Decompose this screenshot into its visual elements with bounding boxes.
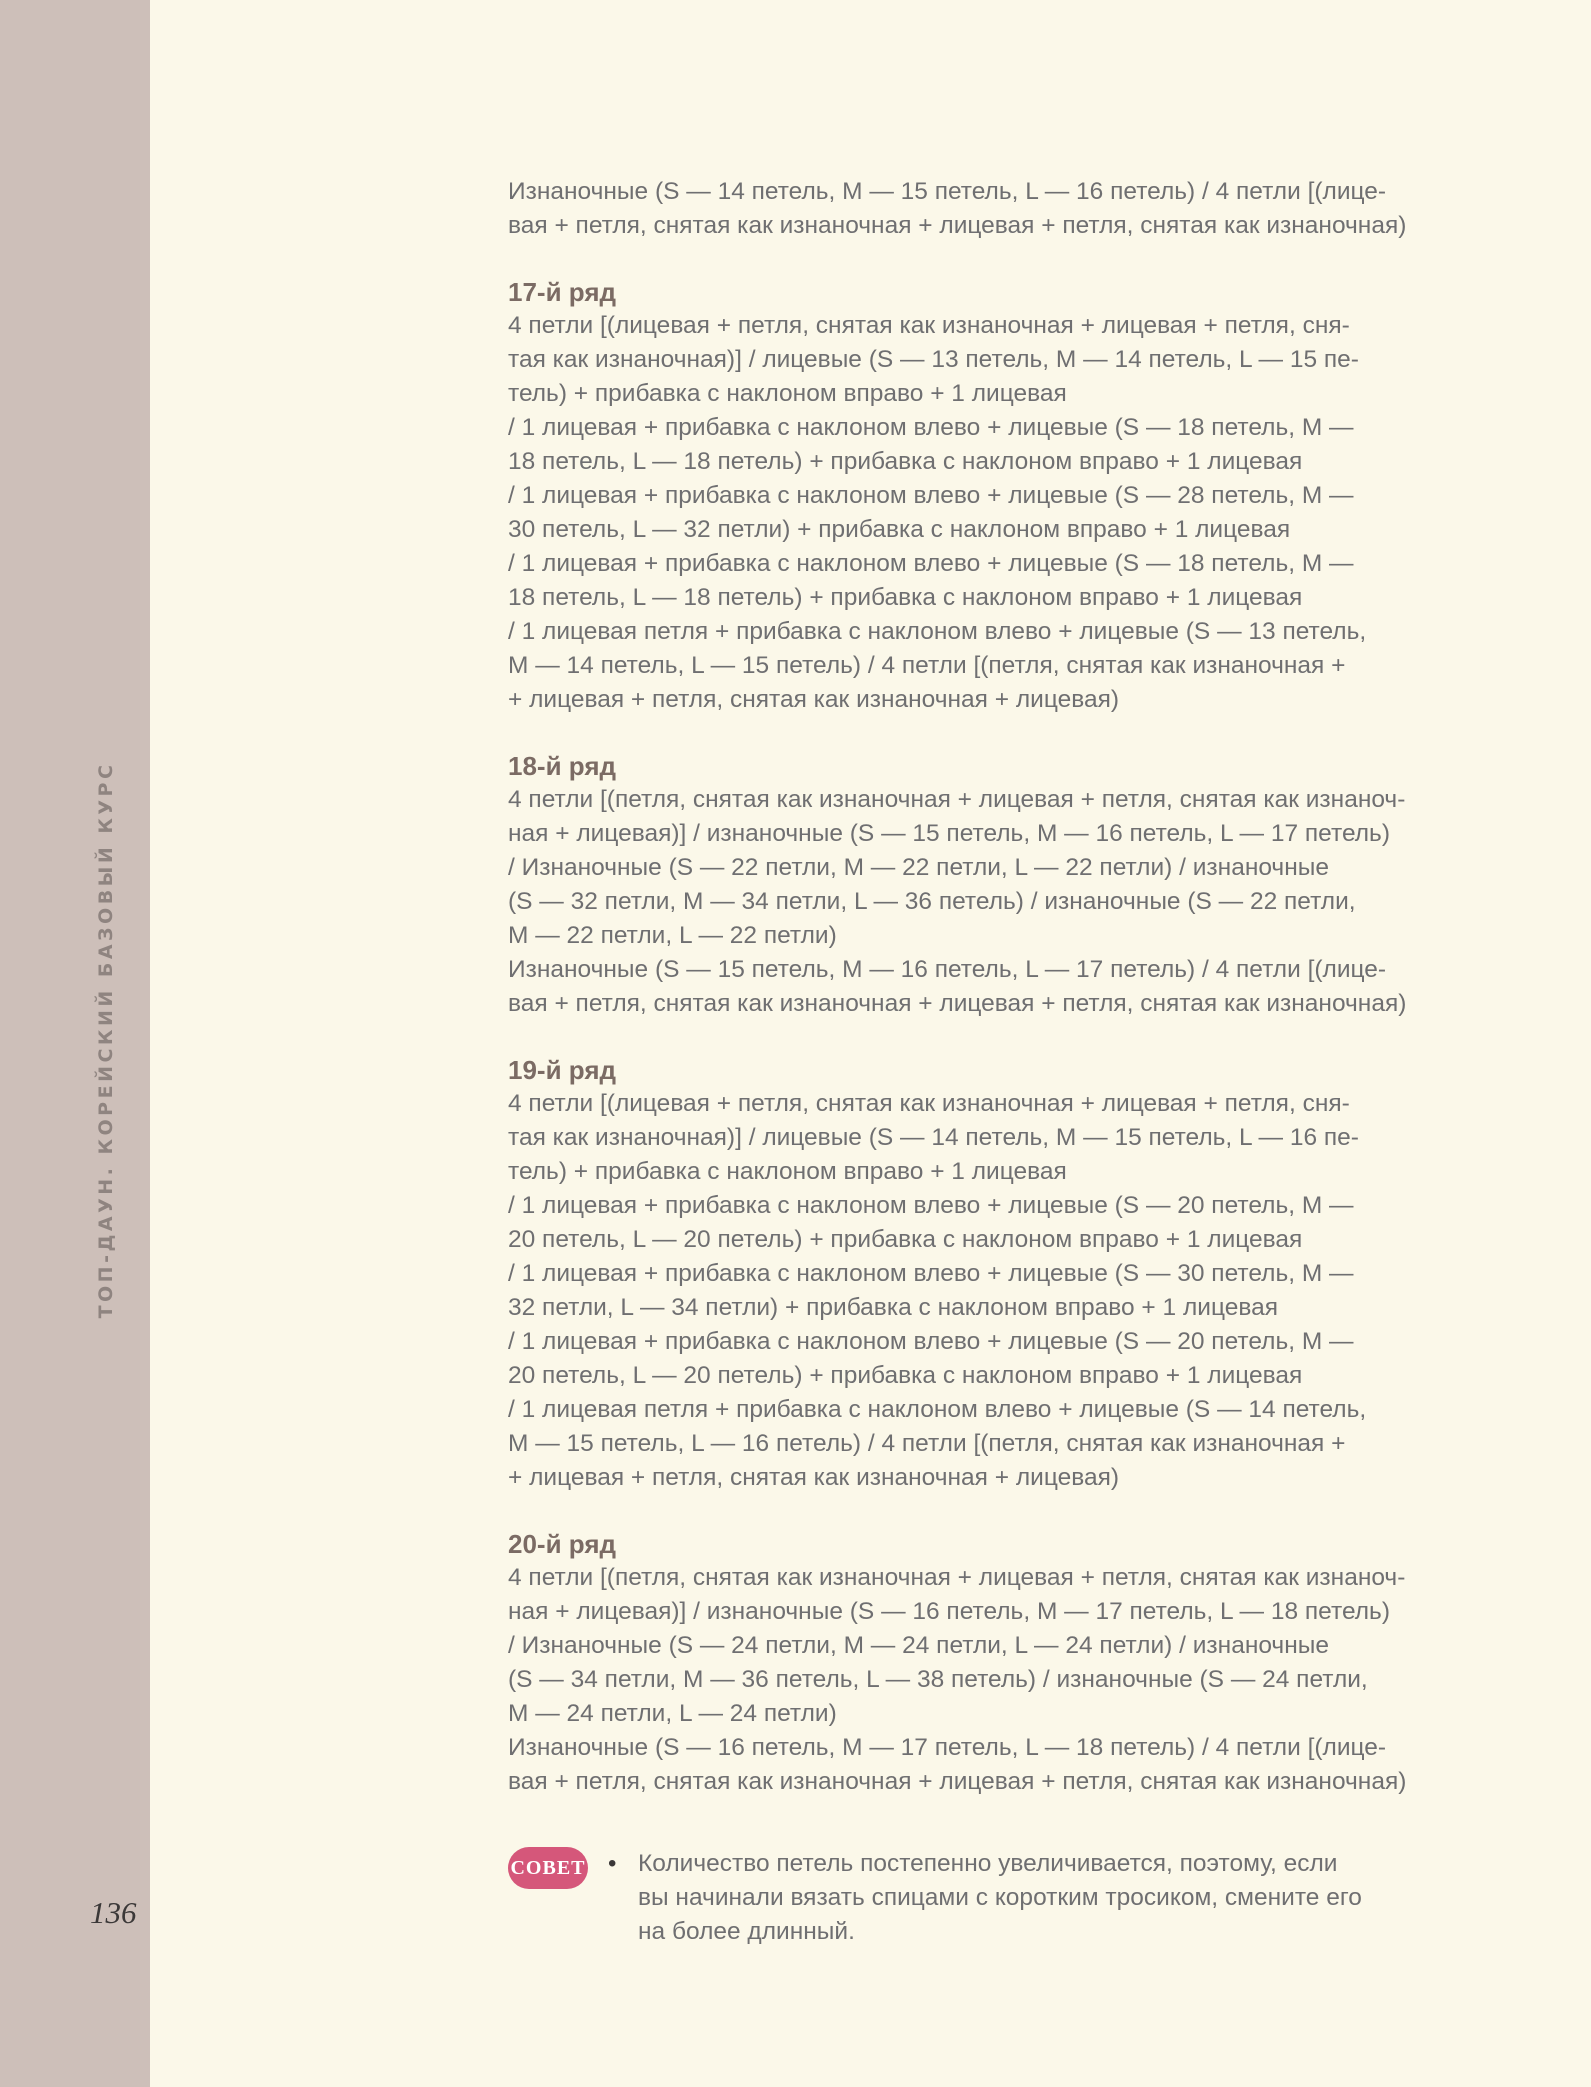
text-line: 20 петель, L — 20 петель) + прибавка с наклоном вправо + 1 лицевая xyxy=(508,1226,1303,1253)
tip-box xyxy=(508,1847,1408,1957)
text-line: Изнаночные (S — 16 петель, M — 17 петель, L — 18 петель) / 4 петли [(лице- xyxy=(508,1734,1387,1761)
main-content xyxy=(508,175,1408,1799)
text-line: 4 петли [(петля, снятая как изнаночная + лицевая + петля, снятая как изнаноч- xyxy=(508,1564,1406,1591)
text-line: 4 петли [(лицевая + петля, снятая как изнаночная + лицевая + петля, сня- xyxy=(508,312,1350,339)
text-line: вая + петля, снятая как изнаночная + лицевая + петля, снятая как изнаночная) xyxy=(508,990,1407,1017)
tip-text xyxy=(638,1847,1418,1949)
text-line: / 1 лицевая + прибавка с наклоном влево + лицевые (S — 18 петель, M — xyxy=(508,414,1354,441)
text-line: + лицевая + петля, снятая как изнаночная + лицевая) xyxy=(508,1464,1120,1491)
text-line: тель) + прибавка с наклоном вправо + 1 лицевая xyxy=(508,1158,1067,1185)
text-line: M — 15 петель, L — 16 петель) / 4 петли [(петля, снятая как изнаночная + xyxy=(508,1430,1346,1457)
text-line: вая + петля, снятая как изнаночная + лицевая + петля, снятая как изнаночная) xyxy=(508,1768,1407,1795)
text-line: M — 14 петель, L — 15 петель) / 4 петли [(петля, снятая как изнаночная + xyxy=(508,652,1346,679)
text-line: + лицевая + петля, снятая как изнаночная + лицевая) xyxy=(508,686,1120,713)
intro-paragraph xyxy=(508,175,1408,243)
text-line: 30 петель, L — 32 петли) + прибавка с наклоном вправо + 1 лицевая xyxy=(508,516,1291,543)
text-line: вы начинали вязать спицами с коротким тросиком, смените его xyxy=(638,1884,1362,1911)
text-line: ная + лицевая)] / изнаночные (S — 16 петель, M — 17 петель, L — 18 петель) xyxy=(508,1598,1390,1625)
row-17-section xyxy=(508,275,1408,717)
text-line: 18 петель, L — 18 петель) + прибавка с наклоном вправо + 1 лицевая xyxy=(508,584,1303,611)
text-line: 20 петель, L — 20 петель) + прибавка с наклоном вправо + 1 лицевая xyxy=(508,1362,1303,1389)
row-19-section xyxy=(508,1053,1408,1495)
running-title: ТОП-ДАУН. КОРЕЙСКИЙ БАЗОВЫЙ КУРС xyxy=(95,761,117,1319)
text-line: M — 22 петли, L — 22 петли) xyxy=(508,922,837,949)
text-line: / 1 лицевая + прибавка с наклоном влево + лицевые (S — 30 петель, M — xyxy=(508,1260,1354,1287)
text-line: / 1 лицевая + прибавка с наклоном влево + лицевые (S — 28 петель, M — xyxy=(508,482,1354,509)
text-line: / Изнаночные (S — 22 петли, M — 22 петли, L — 22 петли) / изнаночные xyxy=(508,854,1329,881)
text-line: тая как изнаночная)] / лицевые (S — 13 петель, M — 14 петель, L — 15 пе- xyxy=(508,346,1359,373)
text-line: Изнаночные (S — 14 петель, M — 15 петель, L — 16 петель) / 4 петли [(лице- xyxy=(508,178,1387,205)
text-line: (S — 32 петли, M — 34 петли, L — 36 петель) / изнаночные (S — 22 петли, xyxy=(508,888,1356,915)
text-line: / Изнаночные (S — 24 петли, M — 24 петли, L — 24 петли) / изнаночные xyxy=(508,1632,1329,1659)
text-line: / 1 лицевая петля + прибавка с наклоном влево + лицевые (S — 13 петель, xyxy=(508,618,1367,645)
text-line: / 1 лицевая + прибавка с наклоном влево + лицевые (S — 18 петель, M — xyxy=(508,550,1354,577)
row-heading: 18-й ряд xyxy=(508,751,616,781)
text-line: / 1 лицевая + прибавка с наклоном влево + лицевые (S — 20 петель, M — xyxy=(508,1328,1354,1355)
row-heading: 20-й ряд xyxy=(508,1529,616,1559)
bullet-icon: • xyxy=(608,1850,617,1877)
row-18-section xyxy=(508,749,1408,1021)
text-line: 18 петель, L — 18 петель) + прибавка с наклоном вправо + 1 лицевая xyxy=(508,448,1303,475)
text-line: 4 петли [(петля, снятая как изнаночная + лицевая + петля, снятая как изнаноч- xyxy=(508,786,1406,813)
text-line: 4 петли [(лицевая + петля, снятая как изнаночная + лицевая + петля, сня- xyxy=(508,1090,1350,1117)
text-line: Количество петель постепенно увеличивается, поэтому, если xyxy=(638,1850,1338,1877)
text-line: 32 петли, L — 34 петли) + прибавка с наклоном вправо + 1 лицевая xyxy=(508,1294,1278,1321)
text-line: / 1 лицевая + прибавка с наклоном влево + лицевые (S — 20 петель, M — xyxy=(508,1192,1354,1219)
text-line: M — 24 петли, L — 24 петли) xyxy=(508,1700,837,1727)
text-line: ная + лицевая)] / изнаночные (S — 15 петель, M — 16 петель, L — 17 петель) xyxy=(508,820,1390,847)
text-line: тая как изнаночная)] / лицевые (S — 14 петель, M — 15 петель, L — 16 пе- xyxy=(508,1124,1359,1151)
text-line: / 1 лицевая петля + прибавка с наклоном влево + лицевые (S — 14 петель, xyxy=(508,1396,1367,1423)
text-line: вая + петля, снятая как изнаночная + лицевая + петля, снятая как изнаночная) xyxy=(508,212,1407,239)
row-20-section xyxy=(508,1527,1408,1799)
text-line: (S — 34 петли, M — 36 петель, L — 38 петель) / изнаночные (S — 24 петли, xyxy=(508,1666,1368,1693)
text-line: тель) + прибавка с наклоном вправо + 1 лицевая xyxy=(508,380,1067,407)
row-heading: 17-й ряд xyxy=(508,277,616,307)
tip-badge: СОВЕТ xyxy=(508,1847,588,1889)
text-line: на более длинный. xyxy=(638,1918,855,1945)
text-line: Изнаночные (S — 15 петель, M — 16 петель, L — 17 петель) / 4 петли [(лице- xyxy=(508,956,1387,983)
row-heading: 19-й ряд xyxy=(508,1055,616,1085)
sidebar xyxy=(0,0,150,2087)
page-number: 136 xyxy=(90,1895,137,1930)
